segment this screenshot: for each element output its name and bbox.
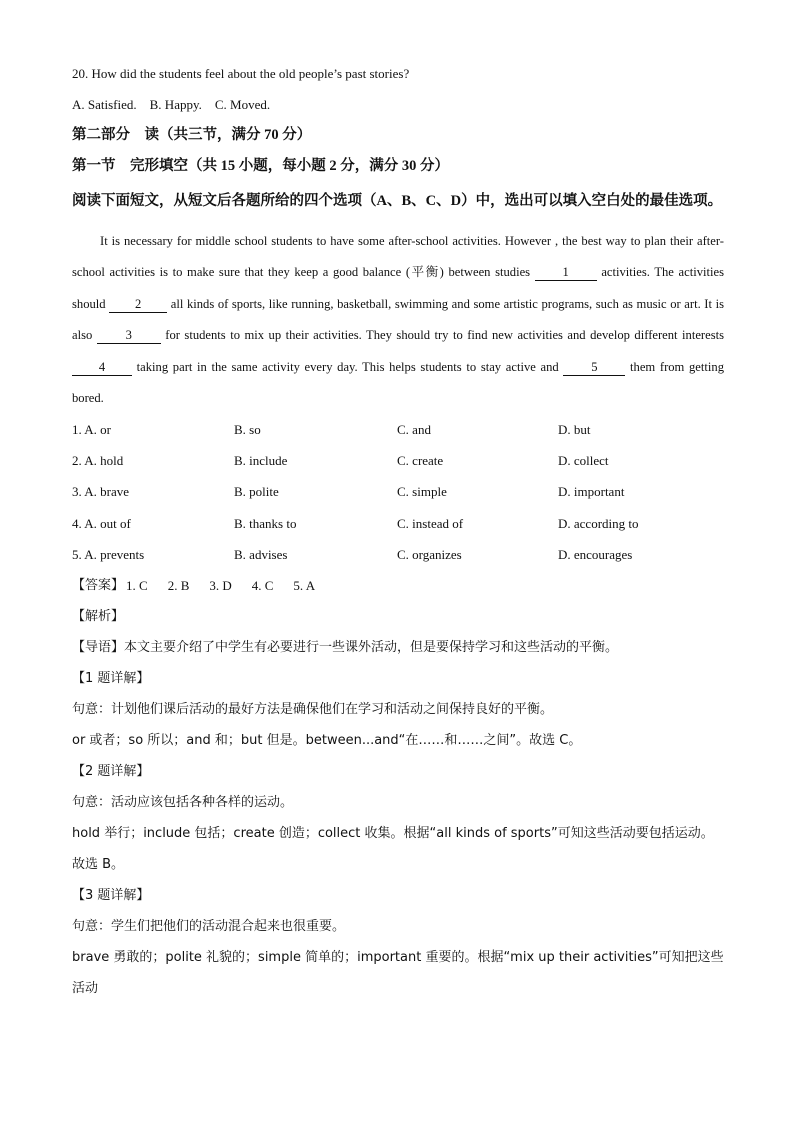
detail-3-title: 【3 题详解】 (72, 888, 150, 904)
cloze-passage (72, 226, 724, 414)
analysis-tag: 【解析】 (72, 609, 125, 625)
blank-1: 1 (535, 264, 597, 281)
choice-3b: B. polite (234, 484, 279, 500)
answer-tag: 【答案】 (72, 578, 125, 594)
question-20-options: A. Satisfied. B. Happy. C. Moved. (72, 97, 271, 112)
blank-3: 3 (97, 327, 161, 344)
answer-2: 2. B (167, 577, 190, 593)
detail-3-meaning: 句意：学生们把他们的活动混合起来也很重要。 (72, 919, 346, 935)
part2-heading: 第二部分 读（共三节，满分 70 分） (72, 127, 312, 143)
choice-2a: 2. A. hold (72, 453, 124, 469)
choice-1a: 1. A. or (72, 422, 111, 438)
choice-3a: 3. A. brave (72, 484, 130, 500)
choice-row-5 (72, 539, 724, 570)
guide-text: 【导语】本文主要介绍了中学生有必要进行一些课外活动，但是要保持学习和这些活动的平衡。 (72, 640, 619, 656)
choice-row-3 (72, 477, 724, 508)
choice-4d: D. according to (558, 515, 639, 531)
passage-text-5: taking part in the same activity every day. This helps students to stay active and (132, 359, 564, 374)
passage-text-6: them from getting bored. (72, 359, 724, 406)
choice-2c: C. create (397, 453, 444, 469)
choice-row-4 (72, 508, 724, 539)
choice-2d: D. collect (558, 453, 609, 469)
passage-text-2: activities. The activities should (72, 265, 724, 311)
blank-4: 4 (72, 359, 132, 376)
choice-1d: D. but (558, 422, 591, 438)
choice-5a: 5. A. prevents (72, 546, 145, 562)
answer-line (72, 570, 724, 601)
detail-1-explain: or 或者；so 所以；and 和；but 但是。between...and“在……和……之间”。故选 C。 (72, 733, 582, 749)
question-20: 20. How did the students feel about the old people’s past stories? (72, 66, 410, 81)
choice-3c: C. simple (397, 484, 447, 500)
choice-4c: C. instead of (397, 515, 464, 531)
choice-4b: B. thanks to (234, 515, 297, 531)
section1-heading: 第一节 完形填空（共 15 小题，每小题 2 分，满分 30 分） (72, 158, 449, 174)
instruction: 阅读下面短文，从短文后各题所给的四个选项（A、B、C、D）中，选出可以填入空白处的最佳选项。 (72, 193, 723, 209)
detail-2-title: 【2 题详解】 (72, 764, 150, 780)
choice-row-2 (72, 446, 724, 477)
choice-4a: 4. A. out of (72, 515, 131, 531)
passage-text-4: for students to mix up their activities. They should try to find new activities and develop different interests (160, 328, 725, 343)
answer-3: 3. D (209, 577, 232, 593)
choice-5c: C. organizes (397, 546, 462, 562)
answer-4: 4. C (251, 577, 274, 593)
passage-text-1: It is necessary for middle school students to have some after-school activities. However , the best way to plan their after-school activities is to make sure that they keep a good balance (平衡) between studies (72, 234, 724, 280)
blank-5: 5 (563, 359, 625, 376)
choice-1c: C. and (397, 422, 431, 438)
detail-1-title: 【1 题详解】 (72, 671, 150, 687)
detail-1-meaning: 句意：计划他们课后活动的最好方法是确保他们在学习和活动之间保持良好的平衡。 (72, 702, 554, 718)
detail-2-meaning: 句意：活动应该包括各种各样的运动。 (72, 795, 294, 811)
choice-2b: B. include (234, 453, 288, 469)
detail-3-explain: brave 勇敢的；polite 礼貌的；simple 简单的；important 重要的。根据“mix up their activities”可知把这些活动 (72, 950, 724, 997)
choice-row-1 (72, 414, 724, 445)
answer-5: 5. A (293, 577, 316, 593)
choice-1b: B. so (234, 422, 261, 438)
blank-2: 2 (109, 296, 167, 313)
detail-2-explain: hold 举行；include 包括；create 创造；collect 收集。根据“all kinds of sports”可知这些活动要包括运动。故选 B。 (72, 826, 714, 873)
passage-text-3: all kinds of sports, like running, basketball, swimming and some artistic programs, such as music or art. It is also (72, 296, 724, 343)
document-page (72, 64, 724, 1004)
answer-1: 1. C (126, 577, 148, 593)
choices-table (72, 414, 724, 570)
choice-5b: B. advises (234, 546, 288, 562)
choice-3d: D. important (558, 484, 625, 500)
choice-5d: D. encourages (558, 546, 633, 562)
